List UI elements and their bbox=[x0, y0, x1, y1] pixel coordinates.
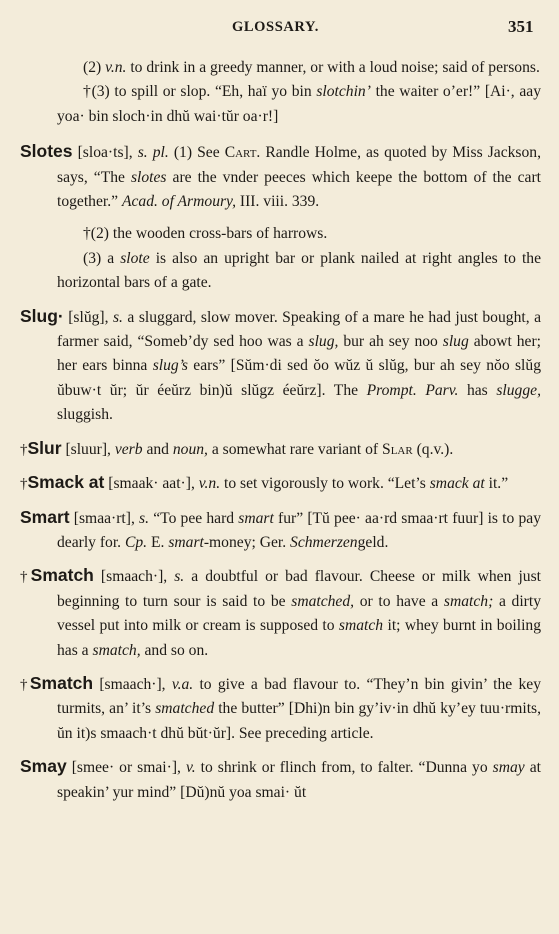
entry-headword: Smatch bbox=[29, 672, 94, 693]
text-run: [sluur], bbox=[61, 440, 115, 458]
italic-run: slug’s bbox=[152, 357, 188, 375]
italic-run: slote bbox=[120, 249, 150, 267]
italic-run: v.a. bbox=[171, 675, 194, 693]
italic-run: verb bbox=[114, 440, 143, 458]
glossary-entry bbox=[0, 139, 559, 214]
italic-run: smatch; bbox=[443, 592, 494, 610]
text-run: geld. bbox=[357, 533, 389, 551]
italic-run: smatch bbox=[338, 617, 384, 635]
glossary-entry bbox=[0, 563, 559, 663]
text-run: and so on. bbox=[140, 641, 209, 659]
italic-run: Acad. of Armoury, bbox=[121, 193, 237, 211]
entry-headword: Smack at bbox=[27, 472, 105, 493]
entry-headword: Slug· bbox=[20, 305, 64, 326]
small-caps-run: Slar bbox=[382, 440, 413, 458]
italic-run: s. bbox=[112, 308, 123, 326]
text-run: Randle Holme, as quoted by Miss Jackson, says, “The bbox=[57, 144, 541, 186]
text-run: the butter” [Dhi)n bin gy’iv·in dhŭ ky’ey tuu·rmits, ŭn it)s smaach·t dhŭ bŭt·ŭr]. See preceding article. bbox=[57, 700, 541, 742]
continuation-paragraph bbox=[0, 80, 559, 129]
text-run: to drink in a greedy manner, or with a loud noise; said of persons. bbox=[126, 59, 540, 76]
italic-run: smatched, bbox=[291, 592, 355, 610]
text-run: [smaach·], bbox=[93, 568, 175, 586]
entry-headword: Slur bbox=[27, 437, 62, 458]
text-run: (q.v.). bbox=[412, 440, 454, 458]
text-run: to give a bad flavour to. “They’n bin givin’ the key turmits, an’ it’s bbox=[57, 675, 541, 718]
italic-run: s. bbox=[139, 509, 150, 527]
text-run: (1) See bbox=[168, 144, 225, 162]
text-run: has bbox=[458, 381, 497, 399]
glossary-entry bbox=[0, 436, 559, 462]
dagger-mark: † bbox=[20, 676, 30, 693]
italic-run: smatch, bbox=[92, 641, 141, 659]
text-run: E. bbox=[147, 533, 169, 551]
text-run: “To pee hard bbox=[149, 509, 239, 527]
text-run: [smaa·rt], bbox=[69, 509, 140, 527]
entry-headword: Smatch bbox=[30, 565, 94, 586]
text-run: †(2) the wooden cross-bars of harrows. bbox=[83, 225, 328, 243]
glossary-entry bbox=[0, 754, 559, 805]
text-run: -money; Ger. bbox=[203, 533, 291, 551]
dagger-mark: † bbox=[20, 569, 31, 586]
text-run: sluggish. bbox=[57, 406, 113, 424]
italic-run: s. bbox=[174, 568, 185, 586]
italic-run: smart bbox=[238, 509, 274, 527]
running-header bbox=[0, 17, 559, 41]
italic-run: v.n. bbox=[105, 59, 127, 76]
glossary-entry bbox=[0, 304, 559, 428]
text-run: it; whey burnt in boiling has a bbox=[57, 617, 541, 659]
text-run: a somewhat rare variant of bbox=[207, 440, 383, 458]
text-run: a doubtful or bad flavour. Cheese or milk when just beginning to turn sour is said to be bbox=[57, 568, 541, 610]
italic-run: Cp. bbox=[124, 533, 148, 551]
entry-headword: Slotes bbox=[20, 141, 73, 162]
text-run: a dirty vessel put into milk or cream is supposed to bbox=[57, 592, 542, 635]
page-number: 351 bbox=[508, 17, 534, 36]
glossary-entry bbox=[0, 505, 559, 556]
text-run: [smee· or smai·], bbox=[66, 759, 186, 777]
glossary-text bbox=[0, 56, 559, 813]
italic-run: slug, bbox=[308, 333, 339, 351]
small-caps-run: Cart. bbox=[224, 144, 261, 162]
text-run: a sluggard, slow mover. Speaking of a mare he had just bought, a farmer said, “Someb’dy sed hoo was a bbox=[57, 308, 542, 351]
text-run: is also an upright bar or plank nailed at right angles to the horizontal bars of a gate. bbox=[57, 249, 541, 292]
italic-run: slug bbox=[442, 333, 469, 351]
glossary-entry bbox=[0, 671, 559, 746]
running-title: GLOSSARY. bbox=[232, 19, 319, 35]
text-run: are the vnder peeces which keepe the bottom of the cart together.” bbox=[57, 168, 541, 211]
dagger-mark: † bbox=[20, 441, 28, 458]
text-run: (2) bbox=[83, 59, 106, 76]
italic-run: v. bbox=[185, 759, 196, 777]
text-run: it.” bbox=[484, 475, 509, 493]
text-run: the waiter o’er!” [Ai·, aay yoa· bin sloch·in dhŭ wai·tŭr oa·r!] bbox=[57, 83, 541, 125]
entry-headword: Smart bbox=[20, 506, 70, 527]
italic-run: v.n. bbox=[198, 475, 221, 493]
italic-run: slotes bbox=[130, 168, 167, 186]
text-run: (3) a bbox=[83, 249, 121, 267]
text-run: ears” [Sŭm·di sed ŏo wŭz ŭ slŭg, bur ah sey nŏo slŭg ŭbuw·t ŭr; ŭr éeŭrz bin)ŭ slŭgz éeŭrz]. The bbox=[57, 357, 541, 399]
italic-run: noun, bbox=[172, 440, 208, 458]
text-run: [smaak· aat·], bbox=[104, 475, 199, 493]
entry-headword: Smay bbox=[20, 756, 67, 777]
text-run: [smaach·], bbox=[93, 675, 172, 693]
italic-run: slotchin’ bbox=[316, 83, 371, 101]
italic-run: Schmerzen bbox=[290, 533, 358, 551]
italic-run: Prompt. Parv. bbox=[366, 381, 459, 399]
text-run: to set vigorously to work. “Let’s bbox=[220, 475, 430, 493]
text-run: [slŭg], bbox=[63, 308, 113, 326]
italic-run: s. pl. bbox=[137, 144, 169, 162]
text-run: [sloa·ts], bbox=[72, 144, 138, 162]
text-run: at speakin’ yur mind” [Dŭ)nŭ yoa smai· ŭt bbox=[57, 759, 541, 801]
glossary-entry bbox=[0, 470, 559, 496]
dagger-mark: † bbox=[20, 476, 28, 493]
text-run: †(3) to spill or slop. “Eh, haï yo bin bbox=[83, 83, 317, 101]
text-run: III. viii. 339. bbox=[236, 193, 320, 211]
italic-run: smart bbox=[168, 533, 204, 551]
italic-run: smatched bbox=[155, 700, 215, 718]
text-run: fur” [Tŭ pee· aa·rd smaa·rt fuur] is to pay dearly for. bbox=[57, 509, 542, 551]
entry-subsense bbox=[0, 247, 559, 296]
text-run: abowt her; her ears binna bbox=[57, 333, 541, 375]
text-run: bur ah sey noo bbox=[338, 333, 443, 351]
italic-run: slugge, bbox=[496, 381, 541, 399]
italic-run: smay bbox=[492, 759, 525, 777]
entry-subsense bbox=[0, 222, 559, 246]
text-run: or to have a bbox=[354, 592, 444, 610]
italic-run: smack at bbox=[429, 475, 485, 493]
text-run: to shrink or flinch from, to falter. “Dunna yo bbox=[195, 759, 493, 777]
continuation-paragraph bbox=[0, 56, 559, 80]
text-run: and bbox=[142, 440, 173, 458]
